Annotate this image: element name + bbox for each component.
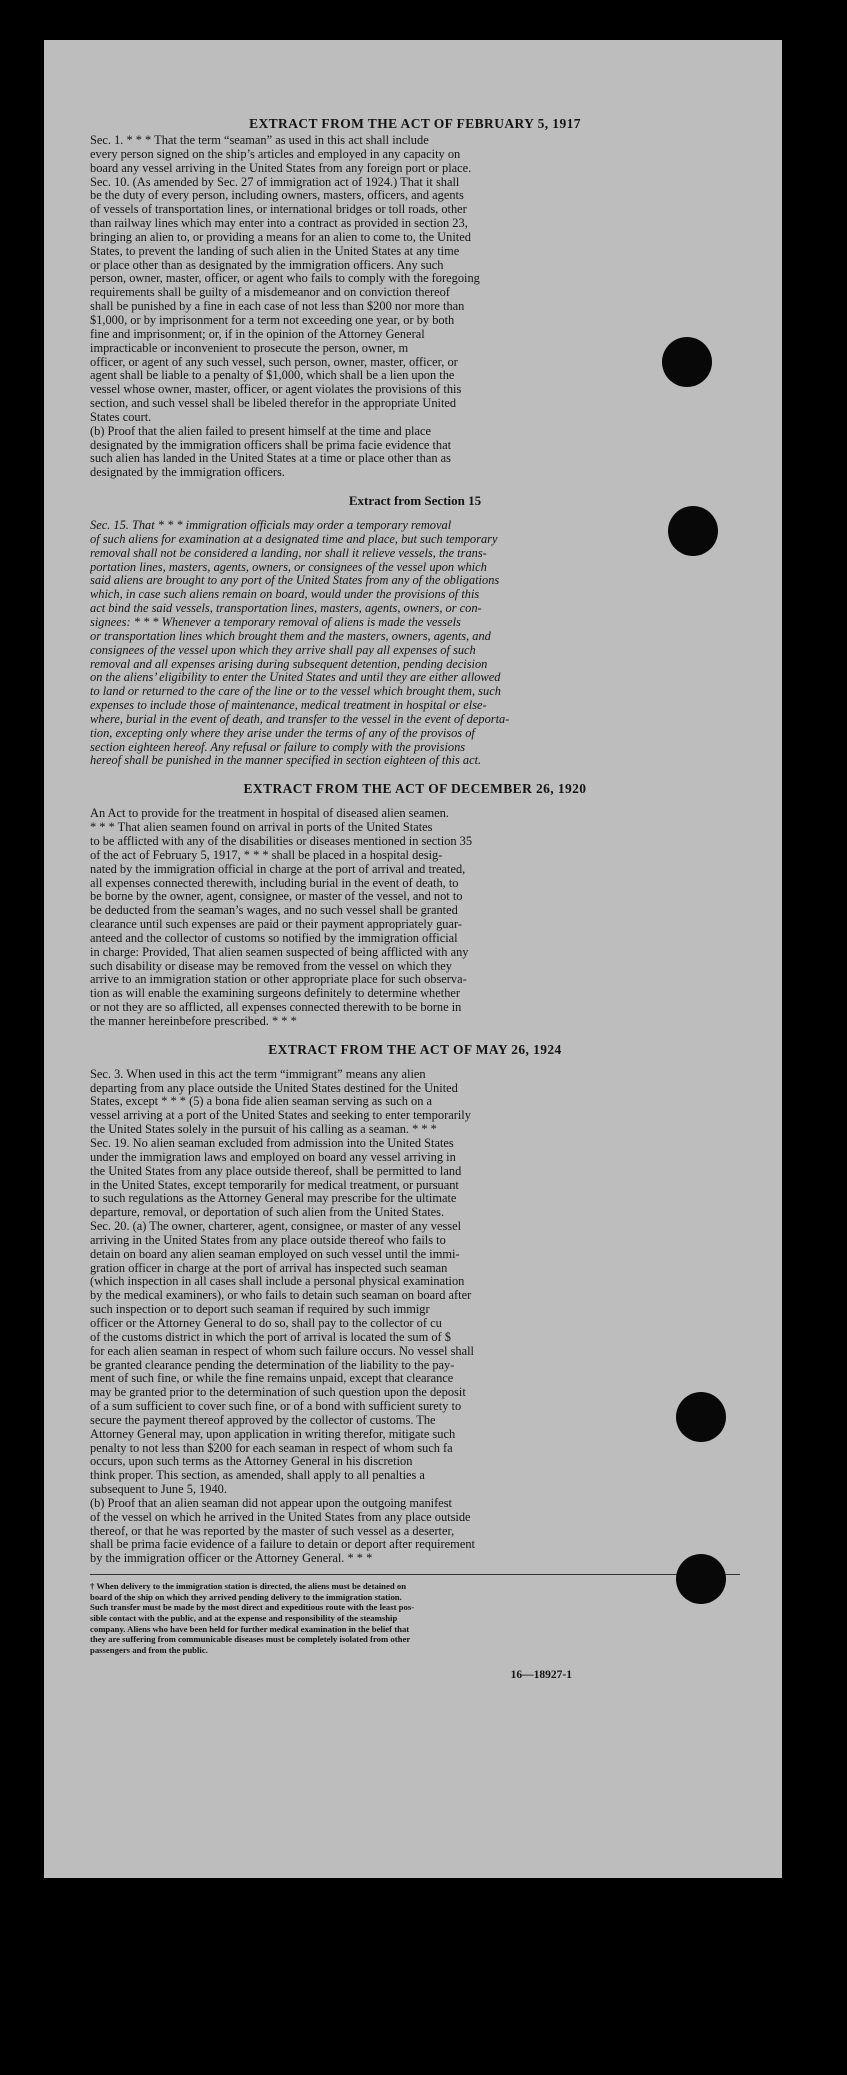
text-line: or transportation lines which brought them and the masters, owners, agents, and <box>90 629 491 643</box>
extract-1924-body <box>90 1068 740 1566</box>
text-line: signees: * * * Whenever a temporary removal of aliens is made the vessels <box>90 616 461 629</box>
text-line: Attorney General may, upon application in writing therefor, mitigate such <box>90 1427 456 1441</box>
text-line: Sec. 3. When used in this act the term “immigrant” means any alien <box>90 1067 426 1081</box>
text-line: officer, or agent of any such vessel, such person, owner, master, officer, or <box>90 355 458 369</box>
text-line: designated by the immigration officers. <box>90 466 285 480</box>
text-line: impracticable or inconvenient to prosecute the person, owner, m <box>90 341 409 355</box>
text-line: detain on board any alien seaman employed on such vessel until the immi- <box>90 1247 460 1261</box>
text-line: States court. <box>90 410 152 424</box>
text-line: vessel arriving at a port of the United States and seeking to enter temporarily <box>90 1109 471 1123</box>
text-line: of the vessel on which he arrived in the United States from any place outside <box>90 1510 471 1524</box>
text-line: section eighteen hereof. Any refusal or failure to comply with the provisions <box>90 740 466 754</box>
footnote-divider <box>90 1574 740 1575</box>
text-line: Sec. 1. * * * That the term “seaman” as used in this act shall include <box>90 134 429 147</box>
text-line: removal and all expenses arising during subsequent detention, pending decision <box>90 657 488 671</box>
text-line: ment of such fine, or while the fine remains unpaid, except that clearance <box>90 1372 454 1386</box>
text-line: nated by the immigration official in charge at the port of arrival and treated, <box>90 862 466 876</box>
punch-hole <box>676 1392 726 1442</box>
document-page <box>44 40 782 1878</box>
text-line: such disability or disease may be removed from the vessel on which they <box>90 959 452 973</box>
text-line: occurs, upon such terms as the Attorney General in his discretion <box>90 1455 413 1469</box>
text-line: the manner hereinbefore prescribed. * * * <box>90 1014 297 1028</box>
extract-1920-body <box>90 807 740 1029</box>
extract-1917-body <box>90 134 740 480</box>
text-line: gration officer in charge at the port of arrival has inspected such seaman <box>90 1261 448 1275</box>
text-line: States, to prevent the landing of such alien in the United States at any time <box>90 244 460 258</box>
text-line: of a sum sufficient to cover such fine, or of a bond with sufficient surety to <box>90 1400 462 1414</box>
text-line: in charge: Provided, That alien seamen suspected of being afflicted with any <box>90 945 469 959</box>
text-line: An Act to provide for the treatment in hospital of diseased alien seamen. <box>90 807 449 821</box>
text-line: officer or the Attorney General to do so, shall pay to the collector of cu <box>90 1316 442 1330</box>
text-line: departing from any place outside the United States destined for the United <box>90 1081 458 1095</box>
footnote <box>90 1581 740 1655</box>
text-line: passengers and from the public. <box>90 1644 208 1655</box>
text-line: than railway lines which may enter into a contract as provided in section 23, <box>90 217 468 231</box>
text-line: to land or returned to the care of the line or to the vessel which brought them, such <box>90 685 501 699</box>
text-line: be the duty of every person, including owners, masters, officers, and agents <box>90 189 464 203</box>
text-line: by the medical examiners), or who fails to detain such seaman on board after <box>90 1289 472 1303</box>
text-line: where, burial in the event of death, and transfer to the vessel in the event of deporta- <box>90 712 510 726</box>
text-line: shall be prima facie evidence of a failure to detain or deport after requirement <box>90 1538 475 1552</box>
text-line: in the United States, except temporarily for medical treatment, or pursuant <box>90 1178 459 1192</box>
text-line: † When delivery to the immigration station is directed, the aliens must be detained on <box>90 1581 407 1592</box>
text-line: of such aliens for examination at a designated time and place, but such temporary <box>90 532 498 546</box>
text-line: of the act of February 5, 1917, * * * shall be placed in a hospital desig- <box>90 848 443 862</box>
text-line: subsequent to June 5, 1940. <box>90 1483 227 1497</box>
text-line: Sec. 10. (As amended by Sec. 27 of immigration act of 1924.) That it shall <box>90 175 460 189</box>
text-line: under the immigration laws and employed on board any vessel arriving in <box>90 1150 456 1164</box>
text-line: tion, excepting only where they arise under the terms of any of the provisos of <box>90 726 475 740</box>
text-line: vessel whose owner, master, officer, or agent violates the provisions of this <box>90 383 462 397</box>
text-line: (b) Proof that the alien failed to present himself at the time and place <box>90 424 431 438</box>
text-line: States, except * * * (5) a bona fide alien seaman serving as such on a <box>90 1095 433 1109</box>
text-line: of vessels of transportation lines, or international bridges or toll roads, other <box>90 203 467 217</box>
text-line: for each alien seaman in respect of whom such failure occurs. No vessel shall <box>90 1344 474 1358</box>
text-line: section, and such vessel shall be libeled therefor in the appropriate United <box>90 397 457 411</box>
text-line: of the customs district in which the port of arrival is located the sum of $ <box>90 1330 451 1344</box>
text-line: act bind the said vessels, transportation lines, masters, agents, owners, or con- <box>90 602 482 616</box>
text-line: (b) Proof that an alien seaman did not appear upon the outgoing manifest <box>90 1496 452 1510</box>
text-line: Sec. 20. (a) The owner, charterer, agent, consignee, or master of any vessel <box>90 1220 462 1234</box>
text-line: Sec. 19. No alien seaman excluded from admission into the United States <box>90 1137 454 1150</box>
extract-section-15-body <box>90 519 740 768</box>
text-line: the United States solely in the pursuit of his calling as a seaman. * * * <box>90 1123 437 1137</box>
text-line: (which inspection in all cases shall include a personal physical examination <box>90 1275 465 1289</box>
text-line: by the immigration officer or the Attorney General. * * * <box>90 1552 373 1566</box>
text-line: hereof shall be punished in the manner specified in section eighteen of this act. <box>90 754 482 768</box>
text-line: which, in case such aliens remain on board, would under the provisions of this <box>90 588 480 602</box>
text-line: consignees of the vessel upon which they arrive shall pay all expenses of such <box>90 643 476 657</box>
text-line: $1,000, or by imprisonment for a term not exceeding one year, or by both <box>90 313 455 327</box>
text-line: be borne by the owner, agent, consignee, or master of the vessel, and not to <box>90 890 463 904</box>
text-line: company. Aliens who have been held for further medical examination in the belief that <box>90 1623 410 1634</box>
text-line: to be afflicted with any of the disabilities or diseases mentioned in section 35 <box>90 834 473 848</box>
text-line: said aliens are brought to any port of the United States from any of the obligations <box>90 574 500 588</box>
text-line: think proper. This section, as amended, shall apply to all penalties a <box>90 1469 425 1483</box>
text-line: thereof, or that he was reported by the master of such vessel as a deserter, <box>90 1524 455 1538</box>
text-line: departure, removal, or deportation of such alien from the United States. <box>90 1206 445 1220</box>
punch-hole <box>676 1554 726 1604</box>
text-line: Such transfer must be made by the most direct and expeditious route with the least pos- <box>90 1602 415 1613</box>
text-line: board any vessel arriving in the United States from any foreign port or place. <box>90 161 472 175</box>
text-line: they are suffering from communicable diseases must be completely isolated from other <box>90 1634 411 1645</box>
text-line: be granted clearance pending the determination of the liability to the pay- <box>90 1358 455 1372</box>
text-line: agent shall be liable to a penalty of $1,000, which shall be a lien upon the <box>90 369 455 383</box>
text-line: portation lines, masters, agents, owners, or consignees of the vessel upon which <box>90 560 487 574</box>
text-line: designated by the immigration officers shall be prima facie evidence that <box>90 438 452 452</box>
text-line: on the aliens’ eligibility to enter the United States and until they are either allowed <box>90 671 501 685</box>
text-line: arrive to an immigration station or other appropriate place for such observa- <box>90 973 467 987</box>
text-line: * * * That alien seamen found on arrival in ports of the United States <box>90 821 433 835</box>
text-line: tion as will enable the examining surgeons definitely to determine whether <box>90 987 461 1001</box>
text-line: fine and imprisonment; or, if in the opinion of the Attorney General <box>90 327 425 341</box>
text-line: every person signed on the ship’s articles and employed in any capacity on <box>90 147 461 161</box>
text-line: arriving in the United States from any place outside thereof who fails to <box>90 1233 446 1247</box>
text-line: sible contact with the public, and at the expense and responsibility of the steamship <box>90 1612 398 1623</box>
text-line: person, owner, master, officer, or agent who fails to comply with the foregoing <box>90 272 480 286</box>
extract-1924-heading: EXTRACT FROM THE ACT OF MAY 26, 1924 <box>268 1041 562 1057</box>
text-line: or place other than as designated by the immigration officers. Any such <box>90 258 444 272</box>
text-line: Sec. 15. That * * * immigration officials may order a temporary removal <box>90 519 452 533</box>
text-line: board of the ship on which they arrived pending delivery to the immigration station. <box>90 1591 402 1602</box>
text-line: such inspection or to deport such seaman if required by such immigr <box>90 1303 430 1317</box>
text-line: shall be punished by a fine in each case of not less than $200 nor more than <box>90 300 465 314</box>
extract-1920-heading: EXTRACT FROM THE ACT OF DECEMBER 26, 1920 <box>243 781 587 797</box>
text-line: penalty to not less than $200 for each seaman in respect of whom such fa <box>90 1441 453 1455</box>
punch-hole <box>662 337 712 387</box>
text-line: all expenses connected therewith, including burial in the event of death, to <box>90 876 459 890</box>
extract-1917-heading: EXTRACT FROM THE ACT OF FEBRUARY 5, 1917 <box>249 116 581 131</box>
text-line: anteed and the collector of customs so notified by the immigration official <box>90 931 458 945</box>
form-number: 16—18927-1 <box>510 1669 572 1682</box>
text-line: may be granted prior to the determination of such question upon the deposit <box>90 1386 466 1400</box>
punch-hole <box>668 506 718 556</box>
text-line: requirements shall be guilty of a misdemeanor and on conviction thereof <box>90 286 450 300</box>
text-line: removal shall not be considered a landing, nor shall it relieve vessels, the trans- <box>90 546 487 560</box>
text-line: be deducted from the seaman’s wages, and no such vessel shall be granted <box>90 904 458 918</box>
text-line: such alien has landed in the United States at a time or place other than as <box>90 452 451 466</box>
text-line: the United States from any place outside thereof, shall be permitted to land <box>90 1164 462 1178</box>
text-line: secure the payment thereof approved by the collector of customs. The <box>90 1413 436 1427</box>
extract-section-15-heading: Extract from Section 15 <box>348 493 482 509</box>
text-line: to such regulations as the Attorney General may prescribe for the ultimate <box>90 1192 457 1206</box>
text-line: expenses to include those of maintenance, medical treatment in hospital or else- <box>90 699 487 713</box>
text-line: or not they are so afflicted, all expenses connected therewith to be borne in <box>90 1001 462 1015</box>
text-line: clearance until such expenses are paid or their payment appropriately guar- <box>90 918 462 932</box>
text-line: bringing an alien to, or providing a means for an alien to come to, the United <box>90 230 471 244</box>
